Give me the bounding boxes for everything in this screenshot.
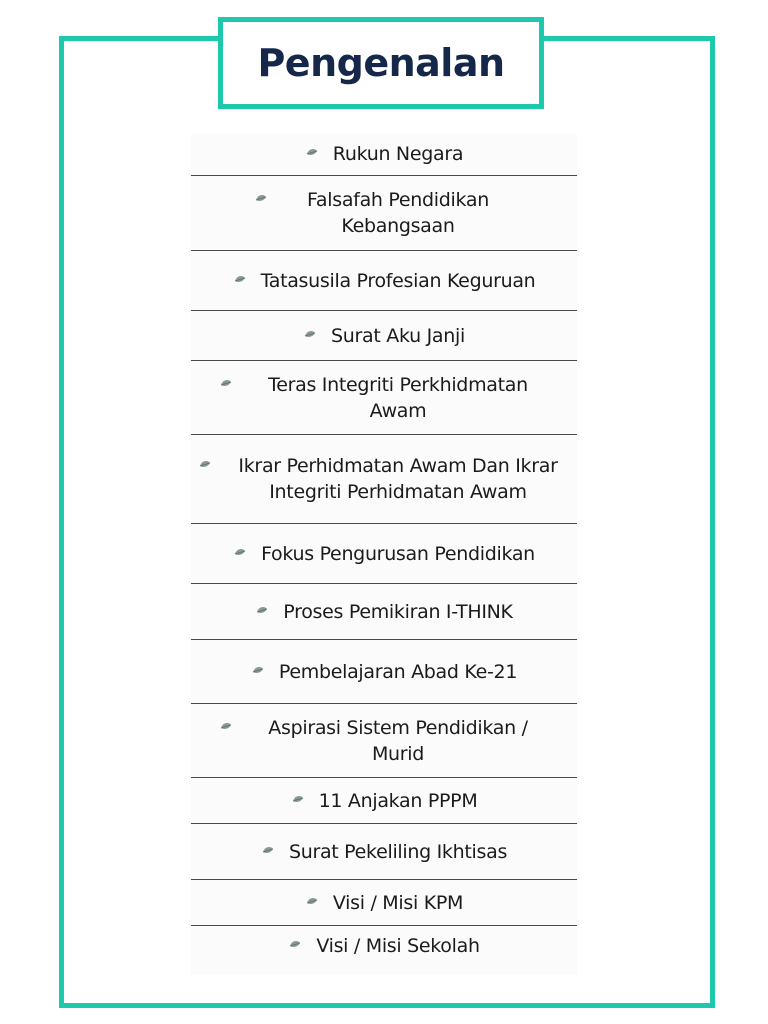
leaf-icon <box>233 272 247 286</box>
leaf-icon <box>219 719 233 733</box>
list-item-label: Rukun Negara <box>332 143 464 165</box>
leaf-icon <box>305 894 319 908</box>
list-item <box>191 133 577 176</box>
list-item <box>191 251 577 311</box>
leaf-icon <box>254 191 268 205</box>
list-item-label: Surat Pekeliling Ikhtisas <box>288 840 508 863</box>
list-item <box>191 361 577 435</box>
leaf-icon <box>288 937 302 951</box>
list-item-label: Aspirasi Sistem Pendidikan / Murid <box>268 716 528 765</box>
list-item <box>191 880 577 926</box>
list-item <box>191 926 577 966</box>
leaf-icon <box>255 603 269 617</box>
topic-list <box>191 133 577 975</box>
list-item-label: Teras Integriti Perkhidmatan Awam <box>268 373 528 422</box>
list-item <box>191 524 577 584</box>
leaf-icon <box>303 327 317 341</box>
list-item <box>191 778 577 824</box>
list-item-label: Ikrar Perhidmatan Awam Dan Ikrar Integriti Perhidmatan Awam <box>238 455 558 503</box>
leaf-icon <box>198 457 212 471</box>
list-item <box>191 435 577 524</box>
list-item <box>191 824 577 880</box>
page-title: Pengenalan <box>257 41 505 85</box>
list-item-label: 11 Anjakan PPPM <box>318 789 478 812</box>
leaf-icon <box>261 843 275 857</box>
list-item-label: Fokus Pengurusan Pendidikan <box>261 542 535 565</box>
list-item-label: Visi / Misi Sekolah <box>316 935 480 957</box>
list-item <box>191 176 577 251</box>
list-item-label: Tatasusila Profesian Keguruan <box>260 269 536 292</box>
list-item <box>191 640 577 704</box>
list-item-label: Falsafah Pendidikan Kebangsaan <box>307 189 489 237</box>
list-item <box>191 584 577 640</box>
list-item <box>191 704 577 778</box>
list-item-label: Visi / Misi KPM <box>332 891 464 914</box>
list-item <box>191 311 577 361</box>
leaf-icon <box>251 663 265 677</box>
leaf-icon <box>291 792 305 806</box>
list-item-label: Proses Pemikiran I-THINK <box>283 600 513 623</box>
leaf-icon <box>233 545 247 559</box>
title-box <box>218 17 544 109</box>
list-item-label: Pembelajaran Abad Ke-21 <box>278 660 518 683</box>
list-item-label: Surat Aku Janji <box>331 324 465 347</box>
leaf-icon <box>305 145 319 159</box>
leaf-icon <box>219 376 233 390</box>
